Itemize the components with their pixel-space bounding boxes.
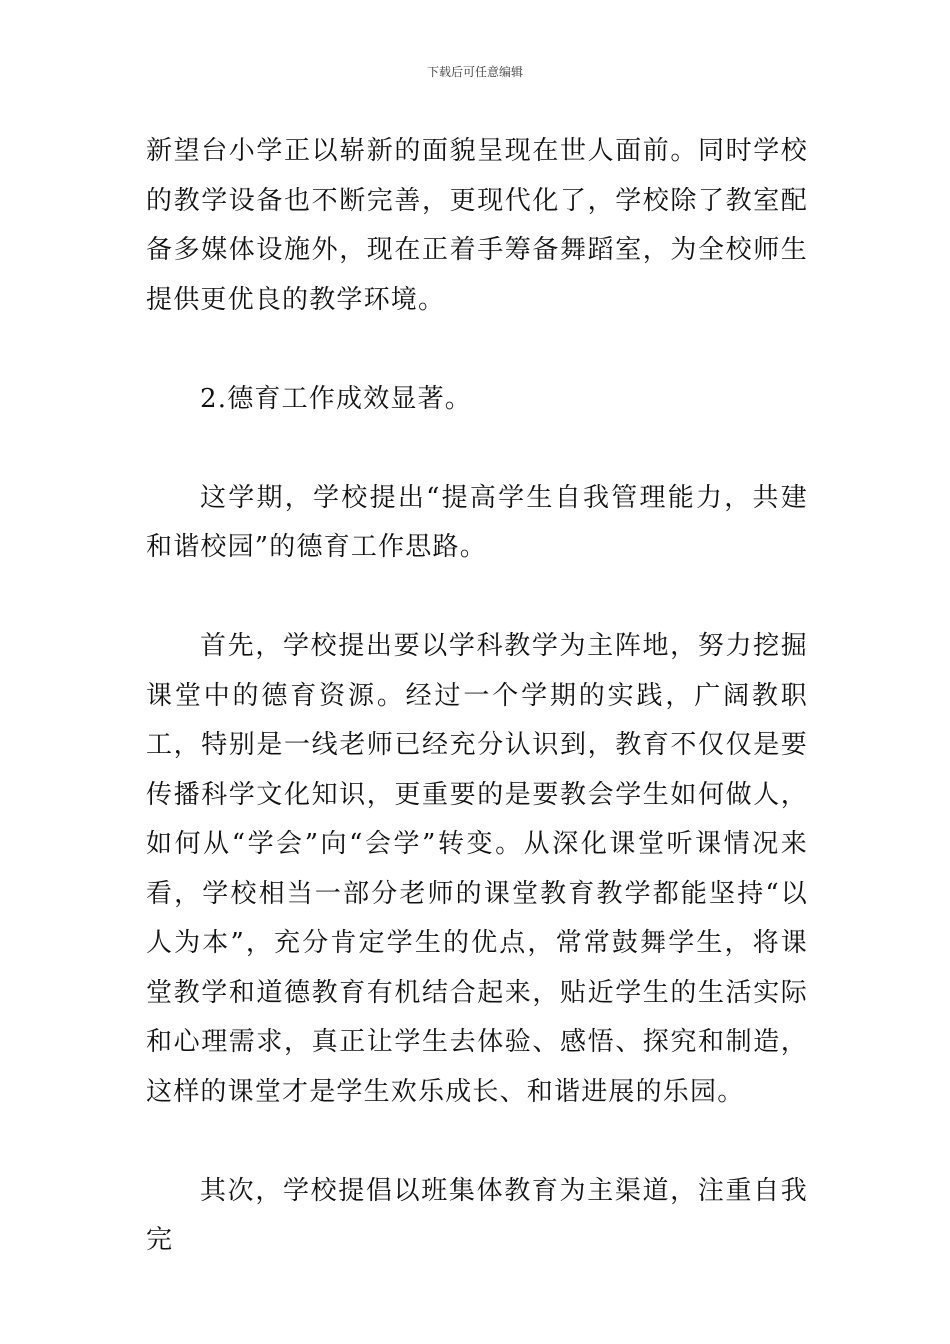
section-heading-moral-education: 2.德育工作成效显著。 bbox=[200, 383, 473, 414]
paragraph-school-facilities: 新望台小学正以崭新的面貌呈现在世人面前。同时学校的教学设备也不断完善，更现代化了，学校除了教室配备多媒体设施外，现在正着手筹备舞蹈室，为全校师生提供更优良的教学环境。 bbox=[146, 136, 808, 315]
paragraph-gap bbox=[146, 424, 808, 474]
paragraph-gap bbox=[146, 573, 808, 623]
paragraph-gap bbox=[146, 1117, 808, 1167]
paragraph-class-collective: 其次，学校提倡以班集体教育为主渠道，注重自我完 bbox=[146, 1175, 808, 1255]
paragraph-classroom-teaching: 首先，学校提出要以学科教学为主阵地，努力挖掘课堂中的德育资源。经过一个学期的实践，广阔教职工，特别是一线老师已经充分认识到，教育不仅仅是要传播科学文化知识，更重要的是要教会学生如何做人，如何从“学会”向“会学”转变。从深化课堂听课情况来看，学校相当一部分老师的课堂教育教学都能坚持“以人为本”，充分肯定学生的优点，常常鼓舞学生，将课堂教学和道德教育有机结合起来，贴近学生的生活实际和心理需求，真正让学生去体验、感悟、探究和制造，这样的课堂才是学生欢乐成长、和谐进展的乐园。 bbox=[146, 631, 808, 1107]
paragraph-gap bbox=[146, 325, 808, 375]
paragraph-moral-education-idea: 这学期，学校提出“提高学生自我管理能力，共建和谐校园”的德育工作思路。 bbox=[146, 482, 808, 562]
page-header-note: 下载后可任意编辑 bbox=[426, 65, 523, 79]
document-body bbox=[146, 127, 808, 1266]
